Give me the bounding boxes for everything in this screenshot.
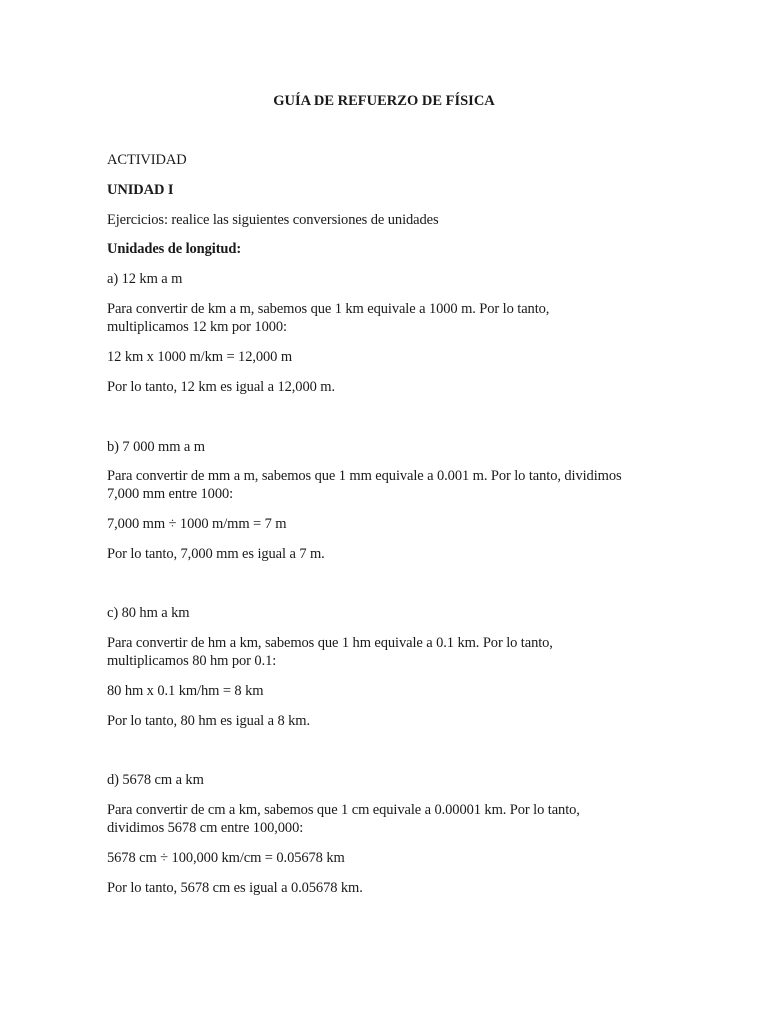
- exercise-equation: 7,000 mm ÷ 1000 m/mm = 7 m: [107, 516, 287, 532]
- exercise-prompt: c) 80 hm a km: [107, 605, 190, 621]
- section-heading: Unidades de longitud:: [107, 241, 242, 257]
- exercise-equation: 12 km x 1000 m/km = 12,000 m: [107, 349, 293, 365]
- exercise-equation: 5678 cm ÷ 100,000 km/cm = 0.05678 km: [107, 850, 345, 866]
- exercise-explanation-line1: Para convertir de cm a km, sabemos que 1 cm equivale a 0.00001 km. Por lo tanto,: [107, 802, 580, 818]
- exercise-equation: 80 hm x 0.1 km/hm = 8 km: [107, 683, 264, 699]
- exercise-explanation-line2: multiplicamos 80 hm por 0.1:: [107, 653, 277, 669]
- exercise-explanation-line2: 7,000 mm entre 1000:: [107, 486, 234, 502]
- exercise-prompt: d) 5678 cm a km: [107, 772, 204, 788]
- exercise-prompt: a) 12 km a m: [107, 271, 183, 287]
- exercise-explanation-line2: dividimos 5678 cm entre 100,000:: [107, 820, 304, 836]
- document-title: GUÍA DE REFUERZO DE FÍSICA: [273, 93, 495, 109]
- exercise-conclusion: Por lo tanto, 80 hm es igual a 8 km.: [107, 713, 311, 729]
- instructions-text: Ejercicios: realice las siguientes conversiones de unidades: [107, 212, 439, 228]
- exercise-explanation-line1: Para convertir de mm a m, sabemos que 1 mm equivale a 0.001 m. Por lo tanto, dividimos: [107, 468, 622, 484]
- exercise-conclusion: Por lo tanto, 5678 cm es igual a 0.05678 km.: [107, 880, 363, 896]
- exercise-explanation-line1: Para convertir de hm a km, sabemos que 1 hm equivale a 0.1 km. Por lo tanto,: [107, 635, 553, 651]
- exercise-explanation-line1: Para convertir de km a m, sabemos que 1 km equivale a 1000 m. Por lo tanto,: [107, 301, 550, 317]
- unit-label: UNIDAD I: [107, 182, 174, 198]
- exercise-prompt: b) 7 000 mm a m: [107, 439, 205, 455]
- exercise-conclusion: Por lo tanto, 12 km es igual a 12,000 m.: [107, 379, 335, 395]
- activity-label: ACTIVIDAD: [107, 152, 187, 168]
- exercise-conclusion: Por lo tanto, 7,000 mm es igual a 7 m.: [107, 546, 325, 562]
- exercise-explanation-line2: multiplicamos 12 km por 1000:: [107, 319, 287, 335]
